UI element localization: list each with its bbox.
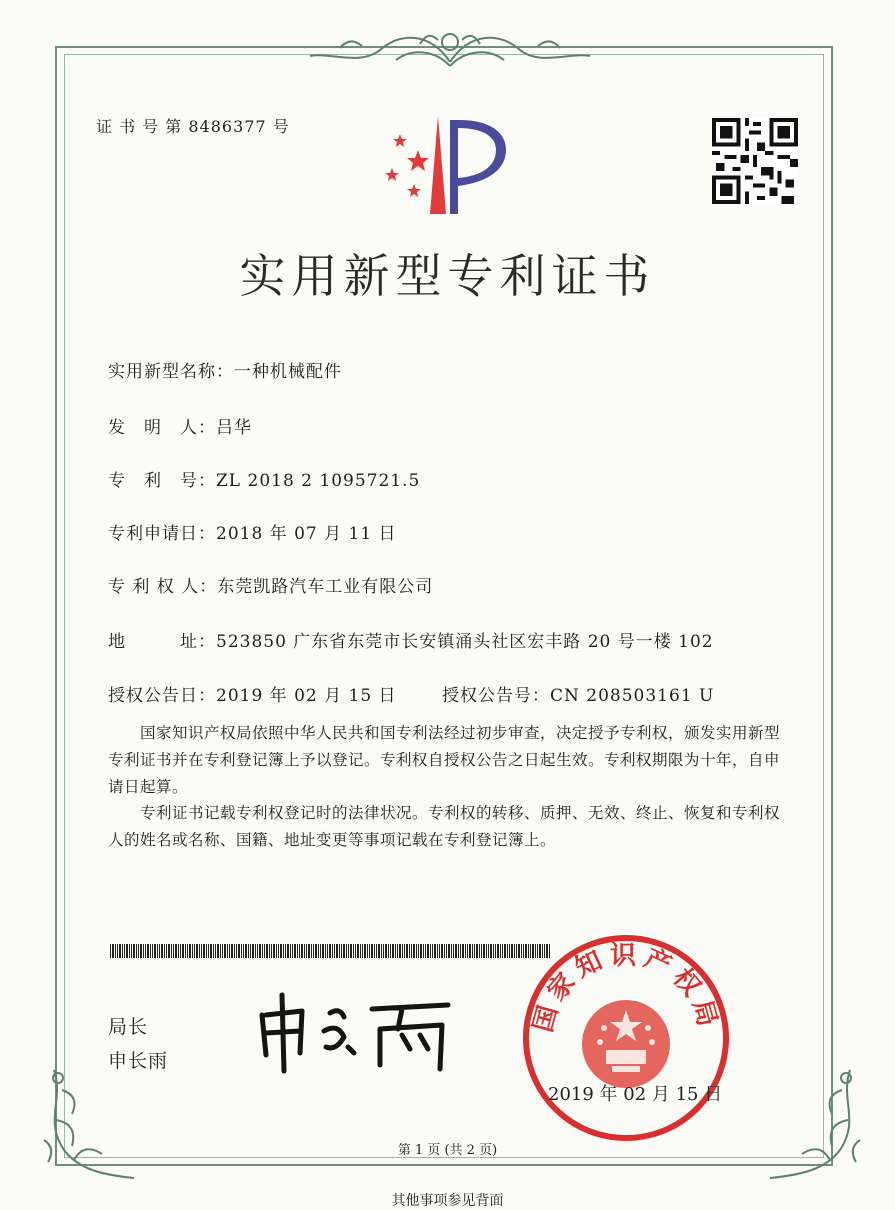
field-application-date bbox=[108, 519, 397, 544]
field-label: 专 利 号： bbox=[108, 471, 216, 491]
field-grant-date bbox=[108, 681, 397, 706]
bottom-left-ornament bbox=[34, 1060, 144, 1190]
field-value: 2018 年 07 月 11 日 bbox=[216, 524, 397, 544]
field-address bbox=[108, 627, 714, 652]
field-label: 专利申请日： bbox=[108, 524, 216, 544]
page-number: 第 1 页 (共 2 页) bbox=[397, 1143, 498, 1158]
barcode bbox=[110, 944, 550, 958]
bottom-note: 其他事项参见背面 bbox=[391, 1193, 504, 1209]
qr-code bbox=[712, 118, 798, 204]
field-patent-number bbox=[108, 466, 420, 491]
field-inventor bbox=[108, 413, 252, 438]
legal-status-paragraph: 专利证书记载专利权登记时的法律状况。专利权的转移、质押、无效、终止、恢复和专利权人的姓名或名称、国籍、地址变更等事项记载在专利登记簿上。 bbox=[108, 804, 781, 849]
field-value: 2019 年 02 月 15 日 bbox=[216, 686, 397, 706]
certificate-number: 证 书 号 第 8486377 号 bbox=[96, 117, 290, 136]
bottom-right-ornament bbox=[760, 1060, 870, 1190]
field-value: 一种机械配件 bbox=[234, 362, 342, 382]
field-patentee bbox=[108, 572, 433, 597]
field-grant-number bbox=[442, 681, 714, 706]
certificate-title: 实用新型专利证书 bbox=[239, 249, 656, 303]
field-label: 专 利 权 人： bbox=[108, 577, 218, 597]
handwritten-signature bbox=[252, 985, 452, 1075]
field-value: 523850 广东省东莞市长安镇涌头社区宏丰路 20 号一楼 102 bbox=[216, 632, 714, 652]
field-value: CN 208503161 U bbox=[550, 686, 715, 706]
field-utility-model-name bbox=[108, 357, 342, 382]
field-label: 发 明 人： bbox=[108, 418, 216, 438]
seal-date: 2019 年 02 月 15 日 bbox=[548, 1084, 723, 1105]
signatory-title: 局长 bbox=[108, 1016, 149, 1038]
field-label: 实用新型名称： bbox=[108, 362, 234, 382]
field-value: 东莞凯路汽车工业有限公司 bbox=[217, 577, 434, 597]
field-label: 地 址： bbox=[108, 632, 216, 652]
seal-text: 国家知识产权局 bbox=[528, 941, 724, 1036]
patent-office-logo bbox=[378, 112, 518, 216]
official-seal bbox=[520, 932, 732, 1144]
grant-paragraph: 国家知识产权局依照中华人民共和国专利法经过初步审查，决定授予专利权，颁发实用新型专利证书并在专利登记簿上予以登记。专利权自授权公告之日起生效。专利权期限为十年，自申请日起算。 bbox=[108, 724, 781, 796]
signatory-name: 申长雨 bbox=[108, 1050, 169, 1072]
top-ornament bbox=[300, 22, 600, 74]
field-label: 授权公告号： bbox=[442, 686, 550, 706]
field-value: ZL 2018 2 1095721.5 bbox=[216, 471, 421, 491]
field-label: 授权公告日： bbox=[108, 686, 216, 706]
field-value: 吕华 bbox=[216, 418, 252, 438]
